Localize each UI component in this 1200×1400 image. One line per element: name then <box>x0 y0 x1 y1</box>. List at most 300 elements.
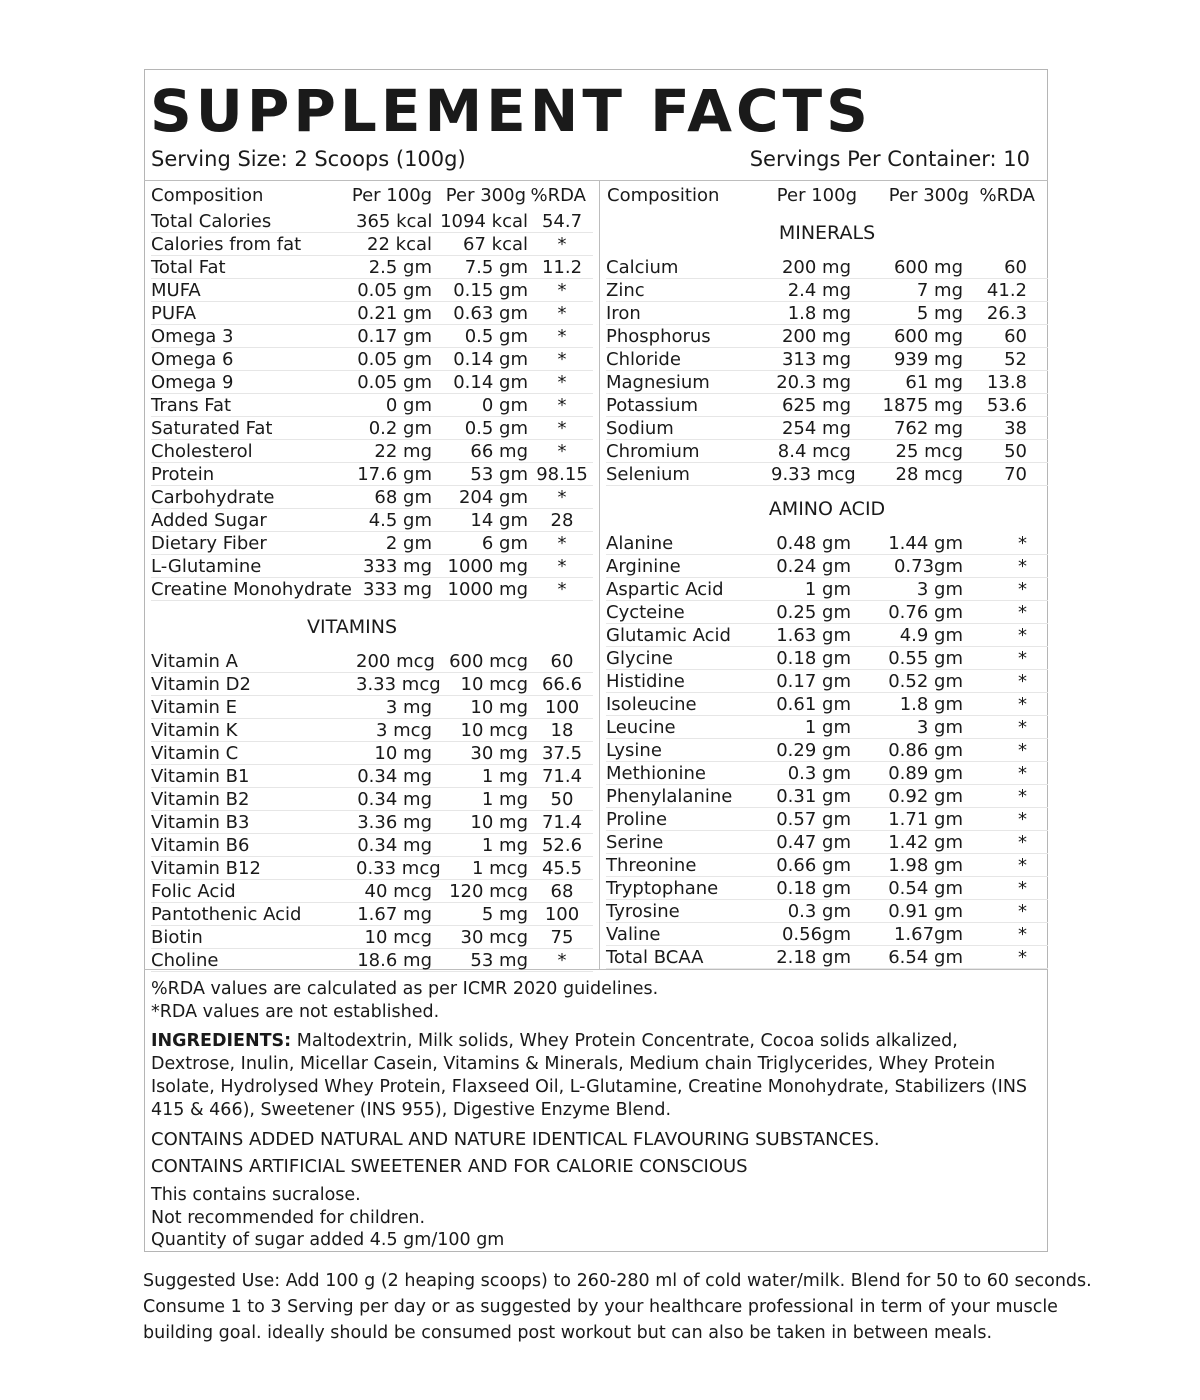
rda-value: * <box>557 440 567 462</box>
rda-value: * <box>557 578 567 600</box>
table-row <box>151 834 593 857</box>
rda-value: * <box>557 302 567 324</box>
per-300g-value: 0 gm <box>481 394 528 416</box>
mineral-rows <box>606 256 1048 486</box>
ingredients <box>151 1030 1031 1122</box>
per-100g-value: 68 gm <box>374 486 432 508</box>
nutrient-name: Cholesterol <box>151 440 253 462</box>
per-100g-value: 0.57 gm <box>776 808 851 830</box>
per-100g-value: 0.24 gm <box>776 555 851 577</box>
rda-value: 52.6 <box>541 834 583 856</box>
per-100g-value: 3.36 mg <box>357 811 432 833</box>
per-300g-value: 600 mcg <box>449 650 528 672</box>
per-300g-value: 0.14 gm <box>453 348 528 370</box>
per-300g-value: 1094 kcal <box>440 210 528 232</box>
rda-value: 50 <box>550 788 574 810</box>
rda-value: * <box>557 348 567 370</box>
rda-value: 71.4 <box>541 765 583 787</box>
per-300g-value: 1875 mg <box>882 394 963 416</box>
sucralose-note: This contains sucralose. <box>151 1185 361 1205</box>
nutrient-name: Omega 9 <box>151 371 234 393</box>
rda-value: 37.5 <box>541 742 583 764</box>
table-row <box>151 233 593 256</box>
rda-value: * <box>557 949 567 971</box>
col-composition: Composition <box>151 184 264 206</box>
contains-flavouring: CONTAINS ADDED NATURAL AND NATURE IDENTICAL FLAVOURING SUBSTANCES. <box>151 1129 880 1150</box>
nutrient-name: Histidine <box>606 670 685 692</box>
col-per100: Per 100g <box>351 184 433 206</box>
rda-value: 66.6 <box>541 673 583 695</box>
nutrient-name: Zinc <box>606 279 645 301</box>
per-300g-value: 25 mcg <box>895 440 963 462</box>
nutrient-name: PUFA <box>151 302 197 324</box>
nutrient-name: MUFA <box>151 279 201 301</box>
table-row <box>606 394 1048 417</box>
per-300g-value: 6 gm <box>481 532 528 554</box>
nutrient-name: Glycine <box>606 647 673 669</box>
nutrient-name: Valine <box>606 923 661 945</box>
per-300g-value: 120 mcg <box>449 880 528 902</box>
rda-value: * <box>557 486 567 508</box>
per-300g-value: 1 mg <box>481 765 528 787</box>
rda-value: * <box>557 279 567 301</box>
nutrient-name: Total BCAA <box>606 946 704 968</box>
per-100g-value: 200 mg <box>781 325 851 347</box>
per-300g-value: 0.15 gm <box>453 279 528 301</box>
per-300g-value: 6.54 gm <box>888 946 963 968</box>
nutrient-name: Omega 6 <box>151 348 234 370</box>
table-row <box>151 926 593 949</box>
table-row <box>151 719 593 742</box>
per-300g-value: 10 mcg <box>460 719 528 741</box>
per-300g-value: 0.54 gm <box>888 877 963 899</box>
table-row <box>606 555 1048 578</box>
nutrient-name: Alanine <box>606 532 674 554</box>
rda-value: * <box>1018 762 1027 784</box>
per-300g-value: 1000 mg <box>447 555 528 577</box>
rda-value: * <box>557 555 567 577</box>
per-300g-value: 1 mg <box>481 788 528 810</box>
per-100g-value: 1 gm <box>804 716 851 738</box>
table-row <box>151 210 593 233</box>
per-300g-value: 1.42 gm <box>888 831 963 853</box>
rda-value: * <box>1018 854 1027 876</box>
per-100g-value: 0.25 gm <box>776 601 851 623</box>
per-300g-value: 0.91 gm <box>888 900 963 922</box>
per-300g-value: 1.44 gm <box>888 532 963 554</box>
per-100g-value: 625 mg <box>781 394 851 416</box>
rda-value: * <box>557 417 567 439</box>
rda-value: * <box>1018 670 1027 692</box>
table-row <box>151 811 593 834</box>
per-300g-value: 67 kcal <box>463 233 528 255</box>
rda-value: 18 <box>550 719 574 741</box>
per-100g-value: 1.67 mg <box>357 903 432 925</box>
nutrient-name: Isoleucine <box>606 693 697 715</box>
table-row <box>606 325 1048 348</box>
rda-value: * <box>1018 716 1027 738</box>
nutrient-name: Phenylalanine <box>606 785 733 807</box>
per-300g-value: 7 mg <box>916 279 963 301</box>
per-300g-value: 66 mg <box>470 440 528 462</box>
nutrient-name: Proline <box>606 808 668 830</box>
rda-value: * <box>1018 739 1027 761</box>
per-300g-value: 600 mg <box>893 256 963 278</box>
rda-value: 100 <box>544 903 580 925</box>
table-row <box>606 302 1048 325</box>
table-row <box>151 325 593 348</box>
suggested-use: Suggested Use: Add 100 g (2 heaping scoops) to 260-280 ml of cold water/milk. Blend for 50 to 60 seconds. Consume 1 to 3 Serving per day or as suggested by your healthcare professional in term of your muscle building goal. ideally should be consumed post workout but can also be taken in between meals. <box>143 1271 1092 1343</box>
rda-value: * <box>1018 532 1027 554</box>
per-100g-value: 313 mg <box>781 348 851 370</box>
table-row <box>151 742 593 765</box>
table-row <box>606 831 1048 854</box>
nutrient-name: Creatine Monohydrate <box>151 578 352 600</box>
right-column-headers <box>607 181 1047 209</box>
per-300g-value: 3 gm <box>916 578 963 600</box>
table-row <box>606 348 1048 371</box>
per-300g-value: 0.76 gm <box>888 601 963 623</box>
table-row <box>606 900 1048 923</box>
table-row <box>606 716 1048 739</box>
col-rda: %RDA <box>530 184 586 206</box>
rda-value: * <box>557 325 567 347</box>
ingredients-text: Maltodextrin, Milk solids, Whey Protein Concentrate, Cocoa solids alkalized, Dextrose, Inulin, Micellar Casein, Vitamins & Minerals, Medium chain Triglycerides, Whey Protein Isolate, Hydrolysed Whey Protein, Flaxseed Oil, L-Glutamine, Creatine Monohydrate, Stabilizers (INS 415 & 466), Sweetener (INS 955), Digestive Enzyme Blend. <box>151 1031 1028 1120</box>
per-100g-value: 0.18 gm <box>776 647 851 669</box>
nutrient-name: Glutamic Acid <box>606 624 731 646</box>
per-300g-value: 0.73gm <box>893 555 963 577</box>
rda-value: 11.2 <box>541 256 583 278</box>
contains-statements <box>151 1126 1031 1180</box>
rda-value: 70 <box>1004 463 1027 485</box>
sugar-note: Quantity of sugar added 4.5 gm/100 gm <box>151 1230 505 1250</box>
nutrient-rows <box>151 210 593 601</box>
per-300g-value: 1 mg <box>481 834 528 856</box>
table-row <box>606 532 1048 555</box>
per-100g-value: 0 gm <box>385 394 432 416</box>
center-divider <box>599 181 600 969</box>
nutrient-name: Biotin <box>151 926 203 948</box>
per-100g-value: 22 mg <box>374 440 432 462</box>
per-100g-value: 0.3 gm <box>787 762 851 784</box>
per-300g-value: 3 gm <box>916 716 963 738</box>
table-row <box>606 854 1048 877</box>
table-row <box>606 624 1048 647</box>
per-300g-value: 762 mg <box>893 417 963 439</box>
rda-value: 52 <box>1004 348 1027 370</box>
col-per300: Per 300g <box>888 184 969 206</box>
table-row <box>606 693 1048 716</box>
nutrient-name: Phosphorus <box>606 325 711 347</box>
nutrient-name: Total Calories <box>151 210 272 232</box>
rda-value: * <box>1018 601 1027 623</box>
rda-value: 28 <box>550 509 574 531</box>
table-row <box>151 673 593 696</box>
nutrient-name: Cycteine <box>606 601 685 623</box>
per-100g-value: 2.18 gm <box>776 946 851 968</box>
per-300g-value: 1 mcg <box>471 857 528 879</box>
per-300g-value: 61 mg <box>905 371 963 393</box>
per-100g-value: 0.17 gm <box>357 325 432 347</box>
table-row <box>151 765 593 788</box>
per-300g-value: 14 gm <box>470 509 528 531</box>
table-row <box>151 371 593 394</box>
per-300g-value: 10 mcg <box>460 673 528 695</box>
per-100g-value: 0.61 gm <box>776 693 851 715</box>
table-row <box>606 463 1048 486</box>
table-row <box>151 578 593 601</box>
nutrient-name: Vitamin E <box>151 696 238 718</box>
per-100g-value: 2 gm <box>385 532 432 554</box>
per-300g-value: 0.14 gm <box>453 371 528 393</box>
per-100g-value: 3 mg <box>385 696 432 718</box>
rda-value: * <box>557 532 567 554</box>
per-100g-value: 1.8 mg <box>787 302 851 324</box>
per-100g-value: 0.05 gm <box>357 348 432 370</box>
warnings <box>151 1184 1031 1252</box>
rda-value: 60 <box>550 650 574 672</box>
per-100g-value: 0.56gm <box>781 923 851 945</box>
nutrient-name: Potassium <box>606 394 699 416</box>
servings-per-container: Servings Per Container: 10 <box>749 147 1030 171</box>
per-300g-value: 0.5 gm <box>464 325 528 347</box>
table-row <box>606 256 1048 279</box>
nutrient-name: Omega 3 <box>151 325 234 347</box>
rda-value: 38 <box>1004 417 1027 439</box>
per-300g-value: 4.9 gm <box>899 624 963 646</box>
table-row <box>606 946 1048 969</box>
per-100g-value: 0.17 gm <box>776 670 851 692</box>
rda-value: * <box>1018 647 1027 669</box>
nutrient-name: Calories from fat <box>151 233 302 255</box>
per-100g-value: 3 mcg <box>375 719 432 741</box>
nutrient-name: Iron <box>606 302 641 324</box>
per-300g-value: 0.92 gm <box>888 785 963 807</box>
per-100g-value: 0.21 gm <box>357 302 432 324</box>
rda-value: 75 <box>550 926 574 948</box>
per-100g-value: 4.5 gm <box>368 509 432 531</box>
per-300g-value: 28 mcg <box>895 463 963 485</box>
table-row <box>606 601 1048 624</box>
nutrient-name: Protein <box>151 463 215 485</box>
serving-size: Serving Size: 2 Scoops (100g) <box>151 147 466 171</box>
rda-value: * <box>1018 831 1027 853</box>
table-row <box>151 532 593 555</box>
rda-value: * <box>1018 785 1027 807</box>
rda-value: 60 <box>1004 256 1027 278</box>
per-300g-value: 5 mg <box>481 903 528 925</box>
table-row <box>151 857 593 880</box>
rda-value: * <box>1018 900 1027 922</box>
rda-value: * <box>1018 877 1027 899</box>
rda-value: * <box>557 394 567 416</box>
table-row <box>606 808 1048 831</box>
per-100g-value: 17.6 gm <box>357 463 432 485</box>
table-row <box>151 949 593 972</box>
table-row <box>151 788 593 811</box>
nutrient-name: Leucine <box>606 716 676 738</box>
per-100g-value: 1.63 gm <box>776 624 851 646</box>
nutrient-name: Selenium <box>606 463 690 485</box>
per-100g-value: 40 mcg <box>364 880 432 902</box>
per-100g-value: 20.3 mg <box>776 371 851 393</box>
rda-value: 98.15 <box>536 463 588 485</box>
col-rda: %RDA <box>979 184 1035 206</box>
table-row <box>151 440 593 463</box>
table-row <box>606 578 1048 601</box>
table-row <box>606 670 1048 693</box>
per-100g-value: 8.4 mcg <box>777 440 851 462</box>
rda-value: 100 <box>544 696 580 718</box>
table-row <box>606 877 1048 900</box>
per-100g-value: 333 mg <box>362 578 432 600</box>
nutrient-name: Magnesium <box>606 371 710 393</box>
per-100g-value: 0.05 gm <box>357 371 432 393</box>
rda-value: 13.8 <box>986 371 1027 393</box>
per-100g-value: 0.31 gm <box>776 785 851 807</box>
nutrient-name: Aspartic Acid <box>606 578 724 600</box>
per-100g-value: 22 kcal <box>367 233 432 255</box>
per-300g-value: 600 mg <box>893 325 963 347</box>
nutrient-name: Choline <box>151 949 219 971</box>
per-100g-value: 0.18 gm <box>776 877 851 899</box>
rda-value: * <box>1018 923 1027 945</box>
table-row <box>151 417 593 440</box>
nutrient-name: Methionine <box>606 762 706 784</box>
per-300g-value: 0.89 gm <box>888 762 963 784</box>
per-100g-value: 2.5 gm <box>368 256 432 278</box>
per-300g-value: 53 gm <box>470 463 528 485</box>
rda-value: * <box>557 233 567 255</box>
per-300g-value: 10 mg <box>470 811 528 833</box>
table-row <box>151 463 593 486</box>
per-100g-value: 1 gm <box>804 578 851 600</box>
per-300g-value: 1.8 gm <box>899 693 963 715</box>
nutrient-name: Tyrosine <box>606 900 680 922</box>
nutrient-name: Vitamin B3 <box>151 811 250 833</box>
per-300g-value: 204 gm <box>458 486 528 508</box>
per-300g-value: 1.98 gm <box>888 854 963 876</box>
table-row <box>151 486 593 509</box>
nutrient-name: Vitamin A <box>151 650 238 672</box>
rda-value: * <box>557 371 567 393</box>
page-title: SUPPLEMENT FACTS <box>150 77 872 145</box>
notes-section <box>151 978 1031 1252</box>
table-row <box>606 440 1048 463</box>
rda-value: 50 <box>1004 440 1027 462</box>
table-row <box>151 348 593 371</box>
table-row <box>151 302 593 325</box>
amino-acid-rows <box>606 532 1048 969</box>
contains-sweetener: CONTAINS ARTIFICIAL SWEETENER AND FOR CALORIE CONSCIOUS <box>151 1156 748 1177</box>
table-row <box>606 647 1048 670</box>
per-300g-value: 1000 mg <box>447 578 528 600</box>
table-row <box>606 923 1048 946</box>
nutrient-name: Arginine <box>606 555 681 577</box>
per-300g-value: 0.55 gm <box>888 647 963 669</box>
right-table <box>606 210 1048 969</box>
rda-value: 53.6 <box>986 394 1027 416</box>
per-300g-value: 10 mg <box>470 696 528 718</box>
table-row <box>606 785 1048 808</box>
per-100g-value: 200 mcg <box>356 650 435 672</box>
per-100g-value: 0.34 mg <box>357 765 432 787</box>
nutrient-name: Calcium <box>606 256 679 278</box>
table-row <box>151 279 593 302</box>
nutrient-name: Vitamin K <box>151 719 238 741</box>
per-100g-value: 0.29 gm <box>776 739 851 761</box>
per-100g-value: 18.6 mg <box>357 949 432 971</box>
nutrient-name: Serine <box>606 831 664 853</box>
per-300g-value: 939 mg <box>893 348 963 370</box>
amino-acid-heading: AMINO ACID <box>768 498 886 520</box>
nutrient-name: Sodium <box>606 417 674 439</box>
nutrient-name: Chromium <box>606 440 700 462</box>
rda-value: * <box>1018 555 1027 577</box>
per-300g-value: 30 mcg <box>460 926 528 948</box>
per-300g-value: 53 mg <box>470 949 528 971</box>
rda-value: * <box>1018 693 1027 715</box>
per-300g-value: 0.63 gm <box>453 302 528 324</box>
table-row <box>151 696 593 719</box>
per-100g-value: 0.66 gm <box>776 854 851 876</box>
nutrient-name: Vitamin C <box>151 742 239 764</box>
table-row <box>606 371 1048 394</box>
nutrient-name: Added Sugar <box>151 509 267 531</box>
rda-star-note: *RDA values are not established. <box>151 1002 440 1022</box>
per-300g-value: 7.5 gm <box>464 256 528 278</box>
rda-value: 54.7 <box>541 210 583 232</box>
per-100g-value: 0.3 gm <box>787 900 851 922</box>
rda-value: 71.4 <box>541 811 583 833</box>
left-column-headers <box>151 181 591 209</box>
per-100g-value: 3.33 mcg <box>356 673 441 695</box>
table-row <box>606 279 1048 302</box>
nutrient-name: Dietary Fiber <box>151 532 267 554</box>
table-row <box>151 903 593 926</box>
nutrient-name: Pantothenic Acid <box>151 903 302 925</box>
nutrient-name: Chloride <box>606 348 681 370</box>
vitamin-rows <box>151 650 593 972</box>
per-300g-value: 0.52 gm <box>888 670 963 692</box>
nutrient-name: Vitamin B2 <box>151 788 250 810</box>
col-composition: Composition <box>607 184 720 206</box>
nutrient-name: Lysine <box>606 739 662 761</box>
rda-value: * <box>1018 578 1027 600</box>
col-per100: Per 100g <box>776 184 857 206</box>
vitamins-heading: VITAMINS <box>307 616 397 638</box>
per-100g-value: 9.33 mcg <box>771 463 856 485</box>
per-100g-value: 333 mg <box>362 555 432 577</box>
table-row <box>151 555 593 578</box>
per-300g-value: 0.86 gm <box>888 739 963 761</box>
nutrient-name: Trans Fat <box>151 394 232 416</box>
nutrient-name: Vitamin B1 <box>151 765 250 787</box>
nutrient-name: Vitamin B12 <box>151 857 261 879</box>
nutrient-name: Vitamin D2 <box>151 673 251 695</box>
per-300g-value: 1.71 gm <box>888 808 963 830</box>
rda-value: 26.3 <box>986 302 1027 324</box>
per-100g-value: 0.34 mg <box>357 834 432 856</box>
rda-value: 41.2 <box>986 279 1027 301</box>
minerals-heading: MINERALS <box>778 222 876 244</box>
per-100g-value: 254 mg <box>781 417 851 439</box>
per-100g-value: 0.47 gm <box>776 831 851 853</box>
nutrient-name: L-Glutamine <box>151 555 262 577</box>
nutrient-name: Vitamin B6 <box>151 834 250 856</box>
col-per300: Per 300g <box>445 184 526 206</box>
per-100g-value: 200 mg <box>781 256 851 278</box>
